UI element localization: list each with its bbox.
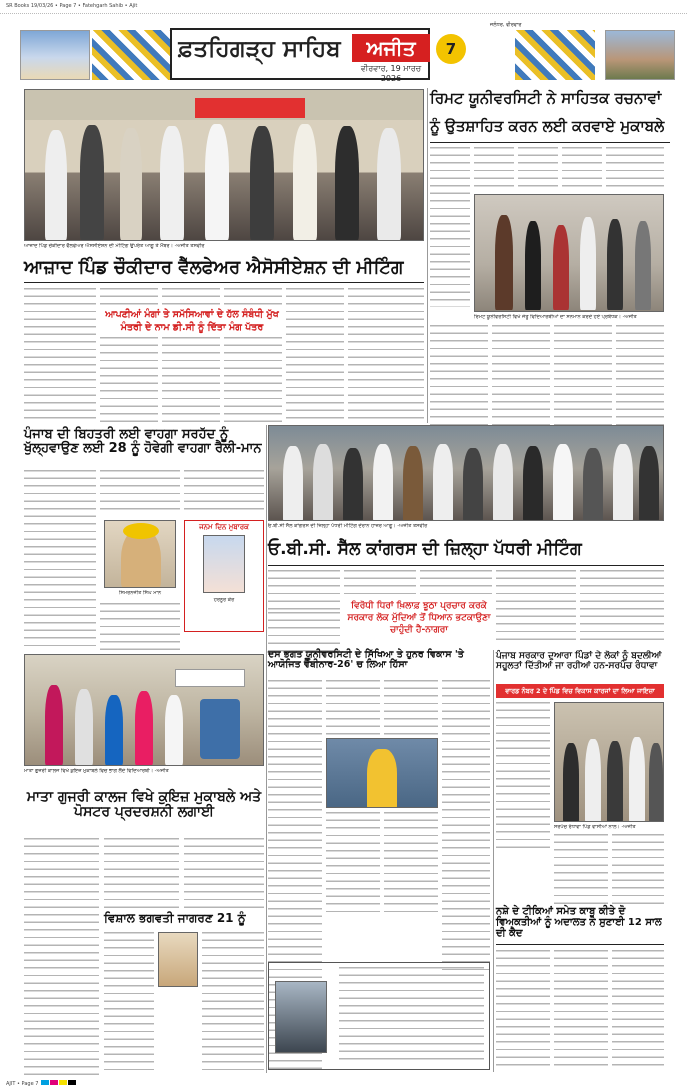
divider <box>496 944 664 945</box>
headline-univ-1: ਰਿਮਟ ਯੂਨੀਵਰਸਿਟੀ ਨੇ ਸਾਹਿਤਕ ਰਚਨਾਵਾਂ <box>430 89 662 107</box>
article-column <box>430 325 488 425</box>
article-column <box>580 570 664 642</box>
tribute-portrait <box>275 981 327 1053</box>
article-column <box>104 838 179 908</box>
sarpanch-photo <box>554 702 664 822</box>
cyan-swatch <box>41 1080 49 1085</box>
article-column <box>496 950 550 1070</box>
article-column <box>268 570 340 610</box>
chowkidar-meeting-photo <box>24 89 424 241</box>
headline-bhagat: ਦਸ ਭਗਤ ਯੂਨੀਵਰਸਿਟੀ ਦੇ ਸਿੱਖਿਆ ਤੇ ਹੁਨਰ ਵਿਕਾਸ 'ਤੇ ਆਯੋਜਿਤ ਵੈਬੀਨਾਰ-26' ਚ ਲਿਆ ਹਿੱਸਾ <box>268 649 464 671</box>
college-quiz-photo <box>24 654 264 766</box>
subheadline-obc: ਵਿਰੋਧੀ ਧਿਰਾਂ ਖ਼ਿਲਾਫ਼ ਝੂਠਾ ਪ੍ਰਚਾਰ ਕਰਕੇ ਸਰਕਾਰ ਲੋਕ ਮੁੱਦਿਆਂ ਤੋਂ ਧਿਆਨ ਭਟਕਾਉਣਾ ਚਾਹੁੰਦੀ ਹੈ-ਨਾਗਰਾ <box>347 601 491 635</box>
headline-jagran: ਵਿਸ਼ਾਲ ਭਗਵਤੀ ਜਾਗਰਣ 21 ਨੂੰ <box>104 911 246 925</box>
article-column <box>224 337 282 423</box>
article-column <box>184 470 264 515</box>
article-column <box>612 834 664 904</box>
photo-caption: ਰਿਮਟ ਯੂਨੀਵਰਸਿਟੀ ਵਿਖੇ ਜੇਤੂ ਵਿਦਿਆਰਥੀਆਂ ਦਾ ਸਨਮਾਨ ਕਰਦੇ ਹੋਏ ਪ੍ਰਬੰਧਕ। -ਅਜੀਤ <box>474 314 637 320</box>
edition-label: ਜਲੰਧਰ, ਵੀਰਵਾਰ <box>490 22 522 28</box>
photo-caption: ਮਾਤਾ ਗੁਜਰੀ ਕਾਲਜ ਵਿਖੇ ਕੁਇਜ਼ ਮੁਕਾਬਲੇ ਵਿਚ ਭਾਗ ਲੈਂਦੇ ਵਿਦਿਆਰਥੀ। -ਅਜੀਤ <box>24 768 169 774</box>
photo-caption: ਆਜ਼ਾਦ ਪਿੰਡ ਚੌਕੀਦਾਰ ਵੈੱਲਫੇਅਰ ਐਸੋਸੀਏਸ਼ਨ ਦੀ ਮੀਟਿੰਗ ਉਪਰੰਤ ਆਗੂ ਤੇ ਮੈਂਬਰ। -ਅਜੀਤ ਤਸਵੀਰ <box>24 243 205 249</box>
article-column <box>326 680 380 735</box>
article-column <box>184 838 264 908</box>
birthday-caption: ਹਰਨੂਰ ਕੌਰ <box>213 597 235 603</box>
article-column <box>554 325 612 425</box>
obc-group-photo <box>268 425 664 521</box>
divider <box>430 142 670 143</box>
article-column <box>496 702 550 852</box>
masthead-title-box <box>170 28 430 83</box>
column-rule <box>427 88 428 423</box>
article-column <box>224 288 282 308</box>
page-title: ਫ਼ਤਹਿਗੜ੍ਹ ਸਾਹਿਬ <box>178 36 341 62</box>
article-column <box>100 288 158 308</box>
article-column <box>562 147 602 192</box>
article-column <box>612 950 664 1070</box>
decorative-pattern <box>515 30 595 80</box>
article-column <box>104 932 154 1072</box>
article-column <box>492 325 550 425</box>
article-column <box>384 812 438 912</box>
tribute-text <box>339 967 484 1063</box>
article-column <box>100 603 180 650</box>
headline-villages: ਪੰਜਾਬ ਸਰਕਾਰ ਦੁਆਰਾ ਪਿੰਡਾਂ ਦੇ ਲੋਕਾਂ ਨੂੰ ਬਦਲੀਆਂ ਸਹੂਲਤਾਂ ਦਿੱਤੀਆਂ ਜਾ ਰਹੀਆਂ ਹਨ-ਸਰਪੰਚ ਰੰਧਾਵਾ <box>496 651 662 671</box>
page-number: 7 <box>436 34 466 64</box>
article-column <box>24 288 96 423</box>
article-column <box>616 325 664 425</box>
issue-date: ਵੀਰਵਾਰ, 19 ਮਾਰਚ 2026 <box>360 64 422 83</box>
column-rule <box>493 650 494 1072</box>
birthday-box <box>184 520 264 632</box>
article-column <box>344 570 416 600</box>
decorative-pattern <box>92 30 172 80</box>
article-column <box>442 680 490 970</box>
article-column <box>348 288 424 423</box>
headline-college: ਮਾਤਾ ਗੁਜਰੀ ਕਾਲਜ ਵਿਖੇ ਕੁਇਜ਼ ਮੁਕਾਬਲੇ ਅਤੇ ਪੋਸਟਰ ਪ੍ਰਦਰਸ਼ਨੀ ਲਗਾਈ <box>26 789 262 821</box>
speaker-photo <box>326 738 438 808</box>
tribute-box <box>268 962 490 1070</box>
banner <box>175 669 245 687</box>
singer-photo <box>158 932 198 987</box>
article-column <box>326 812 380 912</box>
university-award-photo <box>474 194 664 312</box>
column-rule <box>266 425 267 1073</box>
article-column <box>554 950 608 1070</box>
article-column <box>384 680 438 735</box>
article-column <box>606 147 664 192</box>
headline-univ-2: ਨੂੰ ਉਤਸ਼ਾਹਿਤ ਕਰਨ ਲਈ ਕਰਵਾਏ ਮੁਕਾਬਲੇ <box>430 117 665 135</box>
headline-drugs: ਨਸ਼ੇ ਦੇ ਟੀਕਿਆਂ ਸਮੇਤ ਕਾਬੂ ਕੀਤੇ ਦੋ ਵਿਅਕਤੀਆਂ ਨੂੰ ਅਦਾਲਤ ਨੇ ਸੁਣਾਈ 12 ਸਾਲ ਦੀ ਕੈਦ <box>496 906 662 939</box>
banner <box>195 98 305 118</box>
subheadline-chowkidar: ਆਪਣੀਆਂ ਮੰਗਾਂ ਤੇ ਸਮੱਸਿਆਵਾਂ ਦੇ ਹੱਲ ਸੰਬੰਧੀ ਮੁੱਖ ਮੰਤਰੀ ਦੇ ਨਾਮ ਡੀ.ਸੀ ਨੂੰ ਦਿੱਤਾ ਮੰਗ ਪੱਤਰ <box>105 309 279 333</box>
article-column <box>554 834 608 904</box>
photo-caption: ਸਰਪੰਚ ਰੰਧਾਵਾ ਪਿੰਡ ਵਾਸੀਆਂ ਨਾਲ। -ਅਜੀਤ <box>554 824 636 830</box>
gurdwara-photo <box>20 30 90 80</box>
print-footer <box>0 1078 687 1089</box>
headline-wagah: ਪੰਜਾਬ ਦੀ ਬਿਹਤਰੀ ਲਈ ਵਾਹਗਾ ਸਰਹੱਦ ਨੂੰ ਖੁੱਲ੍ਹਵਾਉਣ ਲਈ 28 ਨੂੰ ਹੋਵੇਗੀ ਵਾਹਗਾ ਰੈਲੀ-ਮਾਨ <box>24 427 262 457</box>
portrait-caption: ਸਿਮਰਨਜੀਤ ਸਿੰਘ ਮਾਨ <box>118 590 162 596</box>
article-column <box>268 612 340 652</box>
magenta-swatch <box>50 1080 58 1085</box>
headline-chowkidar: ਆਜ਼ਾਦ ਪਿੰਡ ਚੌਕੀਦਾਰ ਵੈੱਲਫੇਅਰ ਐਸੋਸੀਏਸ਼ਨ ਦੀ ਮੀਟਿੰਗ <box>24 257 404 278</box>
article-column <box>474 147 514 192</box>
divider <box>24 282 424 283</box>
yellow-swatch <box>59 1080 67 1085</box>
article-column <box>100 337 158 423</box>
article-column <box>518 147 558 192</box>
photo-caption: ਓ.ਬੀ.ਸੀ ਸੈੱਲ ਕਾਂਗਰਸ ਦੀ ਜ਼ਿਲ੍ਹਾ ਪੱਧਰੀ ਮੀਟਿੰਗ ਦੌਰਾਨ ਹਾਜ਼ਰ ਆਗੂ। -ਅਜੀਤ ਤਸਵੀਰ <box>268 523 428 529</box>
article-column <box>286 288 344 423</box>
article-column <box>24 838 99 1078</box>
article-column <box>162 337 220 423</box>
footer-slug: AJIT • Page 7 <box>6 1081 39 1087</box>
subheadline-villages: ਵਾਰਡ ਨੰਬਰ 2 ਦੇ ਪਿੰਡ ਵਿਚ ਵਿਕਾਸ ਕਾਰਜਾਂ ਦਾ ਲਿਆ ਜਾਇਜ਼ਾ <box>496 684 664 698</box>
newspaper-brand: ਅਜੀਤ <box>352 34 430 62</box>
masthead <box>20 22 675 84</box>
birthday-label: ਜਨਮ ਦਿਨ ਮੁਬਾਰਕ <box>199 523 249 531</box>
article-column <box>162 288 220 308</box>
article-column <box>24 470 96 650</box>
child-photo <box>203 535 245 593</box>
print-slug: SR Books 19/03/26 • Page 7 • Fatehgarh Sahib • Ajit <box>0 0 687 14</box>
article-column <box>100 470 180 515</box>
article-column <box>430 147 470 307</box>
article-column <box>496 570 576 642</box>
article-column <box>420 570 492 600</box>
article-column <box>202 932 264 1072</box>
mann-portrait <box>104 520 176 588</box>
headline-obc: ਓ.ਬੀ.ਸੀ. ਸੈੱਲ ਕਾਂਗਰਸ ਦੀ ਜ਼ਿਲ੍ਹਾ ਪੱਧਰੀ ਮੀਟਿੰਗ <box>268 539 582 559</box>
heritage-building-photo <box>605 30 675 80</box>
black-swatch <box>68 1080 76 1085</box>
divider <box>268 565 664 566</box>
